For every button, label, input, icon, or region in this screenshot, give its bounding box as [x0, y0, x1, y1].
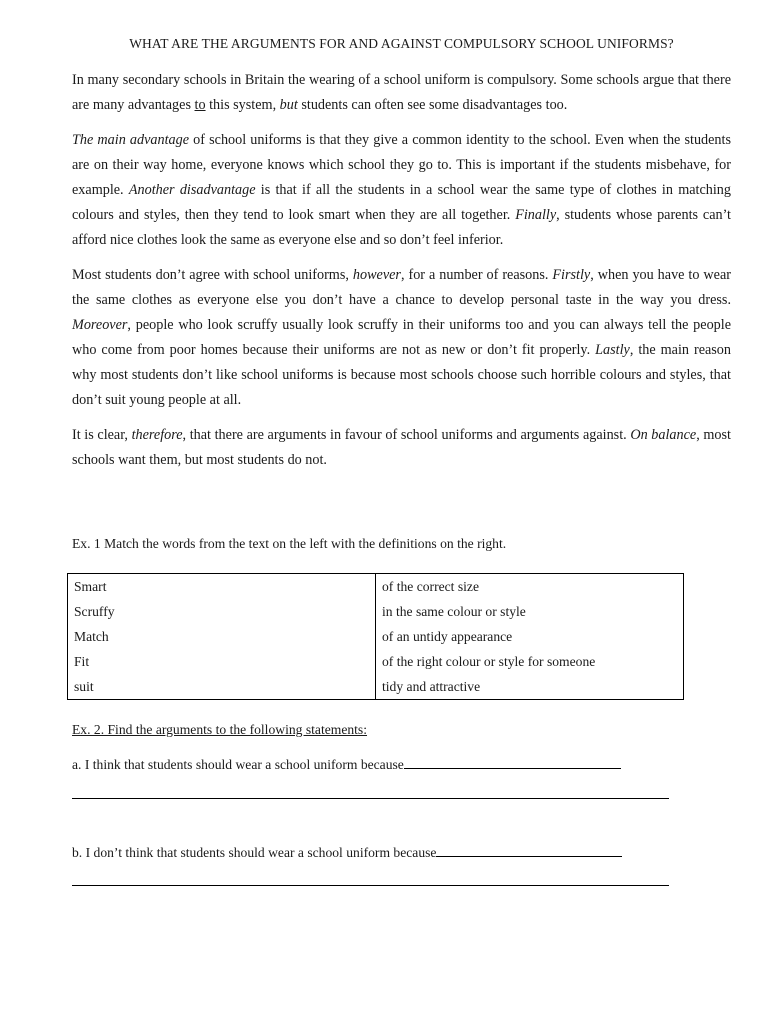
definition-cell: of the correct size: [382, 579, 479, 594]
paragraph-advantages: The main advantage of school uniforms is that they give a common identity to the school. Even when the students are on their way home, everyone knows which school they go to. This is important if the students misbehave, for example. Another disadvantage is that if all the students in a school wear the same type of clothes in matching colours and styles, then they tend to look smart when they are all together. Finally, students whose parents can’t afford nice clothes look the same as everyone else and so don’t feel inferior.: [72, 132, 731, 248]
word-cell: suit: [68, 674, 376, 700]
table-row: [68, 674, 684, 700]
word-cell: Fit: [68, 649, 376, 674]
table-row: [68, 599, 684, 624]
word-cell: Scruffy: [68, 599, 376, 624]
page-title: WHAT ARE THE ARGUMENTS FOR AND AGAINST COMPULSORY SCHOOL UNIFORMS?: [129, 36, 674, 51]
paragraph-disadvantages: Most students don’t agree with school uniforms, however, for a number of reasons. Firstly, when you have to wear the same clothes as everyone else you don’t have a chance to develop personal taste in the way you dress. Moreover, people who look scruffy usually look scruffy in their uniforms too and you can always tell the people who come from poor homes because their uniforms are not as new or don’t fit properly. Lastly, the main reason why most students don’t like school uniforms is because most schools choose such horrible colours and styles, that don’t suit young people at all.: [72, 267, 731, 408]
matching-table: [67, 573, 684, 700]
definition-cell: tidy and attractive: [382, 679, 481, 694]
answer-blank-b[interactable]: [436, 843, 622, 857]
exercise-1-instruction: Ex. 1 Match the words from the text on the left with the definitions on the right.: [72, 536, 507, 551]
statement-a: a. I think that students should wear a school uniform because: [72, 755, 621, 773]
table-row: [68, 649, 684, 674]
answer-line-b[interactable]: [72, 885, 669, 886]
statement-b: b. I don’t think that students should wear a school uniform because: [72, 843, 622, 861]
answer-blank-a[interactable]: [404, 755, 621, 769]
definition-cell: of the right colour or style for someone: [382, 654, 596, 669]
table-row: [68, 574, 684, 600]
word-cell: Smart: [68, 574, 376, 600]
worksheet-page: [72, 36, 731, 860]
paragraph-conclusion: It is clear, therefore, that there are arguments in favour of school uniforms and arguments against. On balance, most schools want them, but most students do not.: [72, 427, 731, 468]
definition-cell: in the same colour or style: [382, 604, 526, 619]
answer-line-a[interactable]: [72, 798, 669, 799]
definition-cell: of an untidy appearance: [382, 629, 513, 644]
table-row: [68, 624, 684, 649]
word-cell: Match: [68, 624, 376, 649]
paragraph-intro: In many secondary schools in Britain the wearing of a school uniform is compulsory. Some schools argue that there are many advantages to this system, but students can often see some disadvantages too.: [72, 72, 731, 113]
exercise-2-instruction: Ex. 2. Find the arguments to the following statements:: [72, 722, 368, 737]
